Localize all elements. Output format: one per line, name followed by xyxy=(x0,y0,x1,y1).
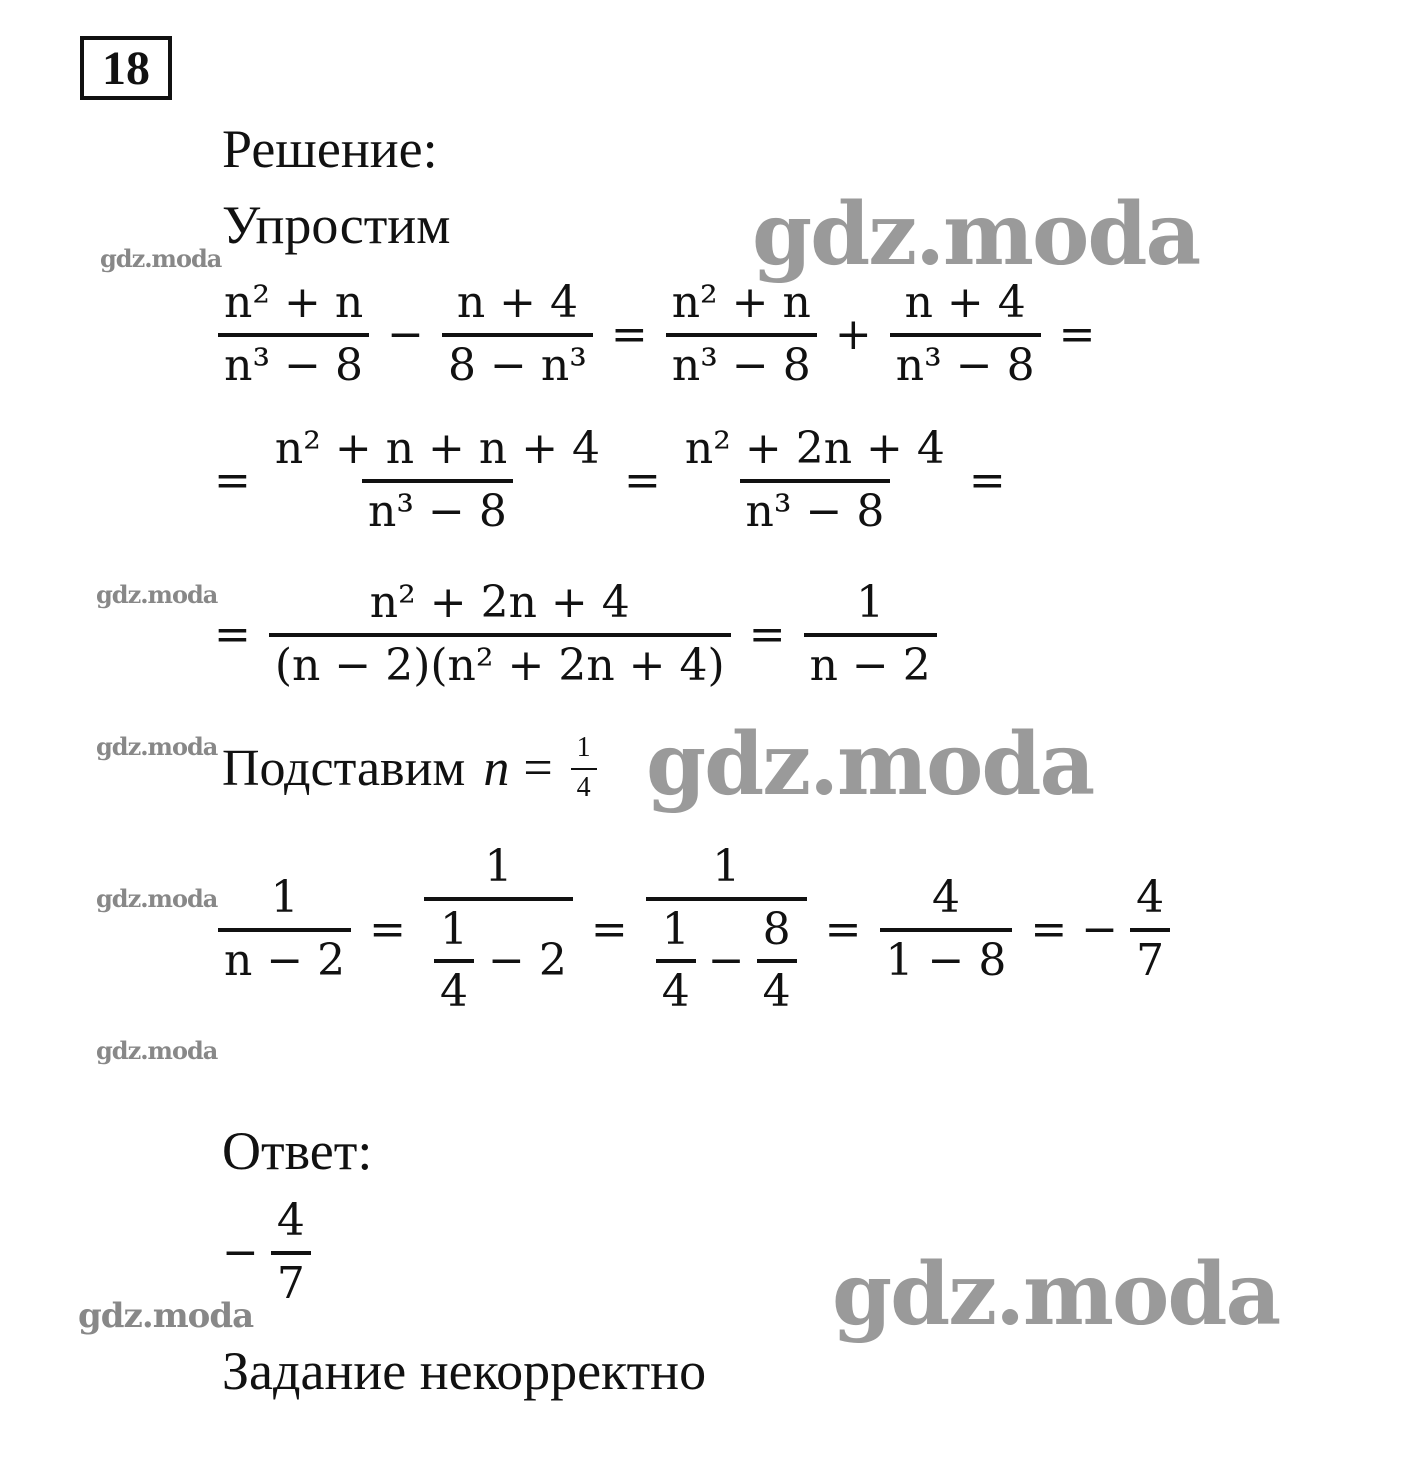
watermark: gdz.moda xyxy=(96,884,218,913)
numerator: 4 xyxy=(1136,872,1165,924)
fraction xyxy=(214,873,355,986)
operator: = xyxy=(1030,904,1068,956)
fraction xyxy=(675,424,955,537)
watermark: gdz.moda xyxy=(96,580,218,609)
numerator: n + 4 xyxy=(904,277,1026,328)
numerator: n² + n xyxy=(671,277,811,328)
operator: = xyxy=(968,455,1006,507)
simplify-label: Упростим xyxy=(222,195,451,255)
numerator: 8 xyxy=(762,903,791,955)
denominator: 7 xyxy=(271,1251,311,1310)
fraction xyxy=(652,905,700,1018)
equation-line-1 xyxy=(214,278,1109,391)
numerator: n² + n + n + 4 xyxy=(274,423,601,474)
operator: = xyxy=(748,609,786,661)
fraction xyxy=(438,278,597,391)
operator: − xyxy=(707,934,745,986)
numerator: 1 xyxy=(576,732,591,763)
numerator: 4 xyxy=(276,1195,305,1246)
watermark: gdz.moda xyxy=(96,732,218,761)
denominator: n³ − 8 xyxy=(890,333,1041,392)
denominator: n − 2 xyxy=(218,928,351,987)
operator: = xyxy=(590,904,628,956)
denominator: n³ − 8 xyxy=(666,333,817,392)
solution-heading: Решение: xyxy=(222,119,438,179)
operator: = xyxy=(1058,309,1096,361)
watermark: gdz.moda xyxy=(646,714,1094,815)
incorrect-task-note: Задание некорректно xyxy=(222,1341,707,1401)
equation-line-3 xyxy=(214,578,941,691)
watermark: gdz.moda xyxy=(78,1296,254,1336)
denominator: n³ − 8 xyxy=(218,333,369,392)
denominator: 4 xyxy=(571,768,597,804)
watermark: gdz.moda xyxy=(832,1244,1280,1345)
problem-number: 18 xyxy=(80,36,172,100)
operator: = xyxy=(523,739,553,797)
operator: − xyxy=(387,309,425,361)
fraction xyxy=(800,578,941,691)
denominator: 8 − n³ xyxy=(442,333,593,392)
watermark: gdz.moda xyxy=(752,184,1200,285)
operator: = xyxy=(610,309,648,361)
watermark: gdz.moda xyxy=(100,244,222,273)
operator: − xyxy=(1081,904,1119,956)
numerator: 1 xyxy=(270,872,299,924)
fraction xyxy=(430,905,478,1018)
watermark: gdz.moda xyxy=(96,1036,218,1065)
numerator: 1 xyxy=(661,903,690,955)
fraction xyxy=(265,424,610,537)
denominator: 7 xyxy=(1130,928,1170,987)
numerator: 4 xyxy=(931,872,960,924)
substitute-line xyxy=(222,732,601,804)
variable: n xyxy=(483,739,510,797)
operator: = xyxy=(624,455,661,507)
expression: − 2 xyxy=(488,934,567,986)
operator: − xyxy=(222,1227,259,1279)
fraction xyxy=(876,873,1017,986)
operator: = xyxy=(369,904,407,956)
fraction xyxy=(267,1196,315,1309)
denominator: n³ − 8 xyxy=(740,479,891,538)
denominator: (n − 2)(n² + 2n + 4) xyxy=(269,633,731,692)
numerator: n² + n xyxy=(224,277,364,328)
numerator: 1 xyxy=(440,903,469,955)
denominator: n³ − 8 xyxy=(362,479,513,538)
denominator: 4 xyxy=(757,959,797,1018)
fraction xyxy=(642,842,811,1018)
denominator xyxy=(424,897,573,1018)
denominator xyxy=(646,897,807,1018)
numerator: n² + 2n + 4 xyxy=(369,577,630,628)
denominator: 4 xyxy=(434,959,474,1018)
numerator: 1 xyxy=(712,841,741,892)
fraction xyxy=(567,732,601,804)
answer-value xyxy=(222,1196,315,1309)
fraction xyxy=(753,905,801,1018)
fraction xyxy=(265,578,735,691)
operator: + xyxy=(834,309,872,361)
substitute-label: Подставим xyxy=(222,739,466,797)
numerator: n + 4 xyxy=(456,277,579,328)
numerator: n² + 2n + 4 xyxy=(684,423,945,474)
denominator: 1 − 8 xyxy=(880,928,1013,987)
denominator: 4 xyxy=(656,959,696,1018)
numerator: 1 xyxy=(856,577,885,628)
operator: = xyxy=(214,455,251,507)
equation-line-2 xyxy=(214,424,1020,537)
fraction xyxy=(1126,873,1174,986)
denominator: n − 2 xyxy=(804,633,937,692)
fraction xyxy=(420,842,577,1018)
numerator: 1 xyxy=(484,841,513,892)
fraction xyxy=(886,278,1045,391)
equation-line-4 xyxy=(214,842,1174,1018)
fraction xyxy=(662,278,821,391)
operator: = xyxy=(824,904,862,956)
operator: = xyxy=(214,609,251,661)
fraction xyxy=(214,278,373,391)
answer-label: Ответ: xyxy=(222,1121,373,1181)
